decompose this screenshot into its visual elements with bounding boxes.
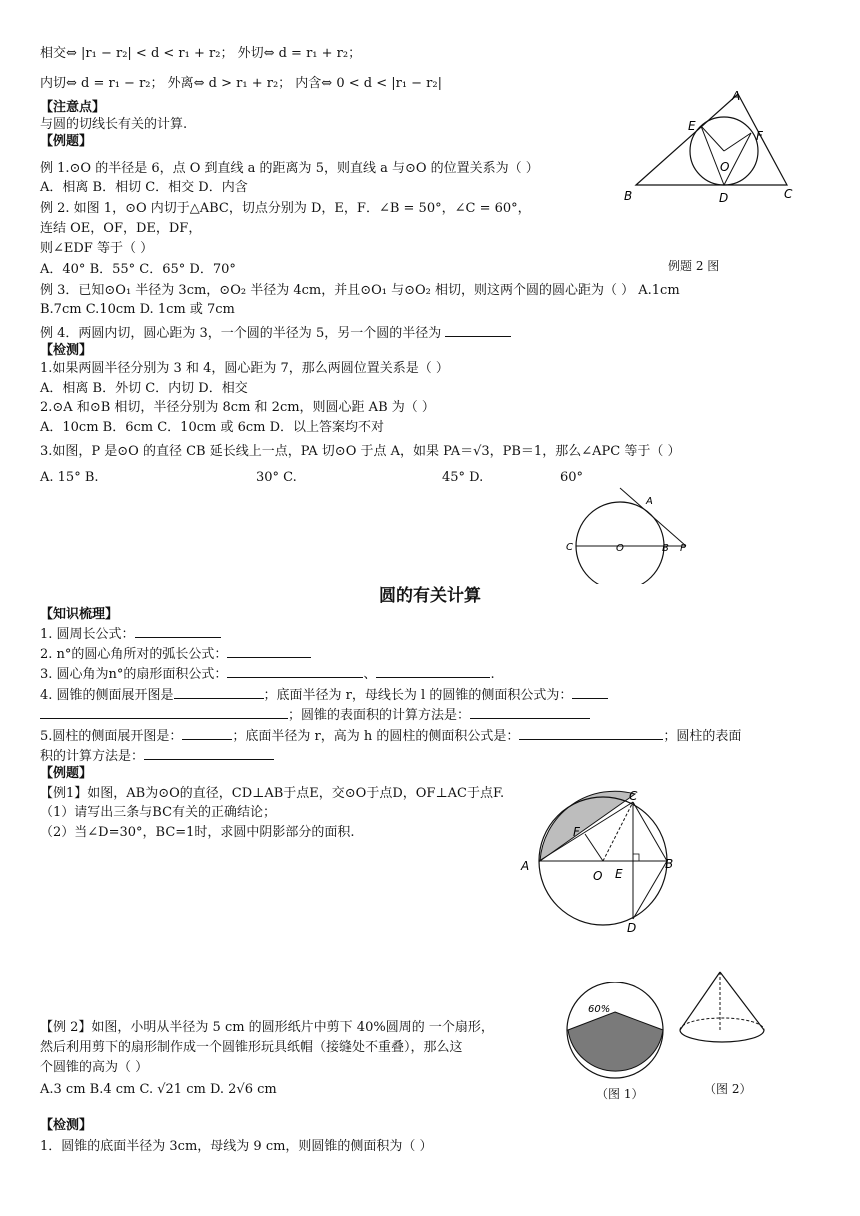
cone-base-back bbox=[680, 1018, 764, 1030]
label-p: P bbox=[680, 543, 687, 554]
page-title: 圆的有关计算 bbox=[379, 586, 481, 606]
label-c: C bbox=[566, 542, 573, 553]
label-b: B bbox=[624, 189, 633, 203]
figure-incircle-triangle bbox=[620, 88, 810, 208]
cone-base-front bbox=[680, 1030, 764, 1042]
label-e: E bbox=[688, 119, 696, 133]
label-d: D bbox=[627, 921, 637, 935]
cone-right-slant bbox=[720, 972, 764, 1030]
example-2-question: 例 2. 如图 1，⊙O 内切于△ABC，切点分别为 D，E，F．∠B = 50°，∠C = 60°， bbox=[40, 201, 531, 216]
label-c: C bbox=[784, 187, 793, 201]
label-b: B bbox=[665, 857, 674, 871]
figure-1-caption: 例题 2 图 bbox=[668, 259, 720, 273]
segment-of bbox=[724, 133, 751, 151]
figure-4-caption: （图 1） bbox=[596, 1087, 644, 1101]
example-1b-question: 【例1】如图，AB为⊙O的直径，CD⊥AB于点E，交⊙O于点D，OF⊥AC于点F. bbox=[40, 786, 505, 801]
test-1-question: 1.如果两圆半径分别为 3 和 4，圆心距为 7，那么两圆位置关系是（ ） bbox=[40, 361, 449, 376]
segment-de bbox=[701, 126, 724, 185]
knowledge-3: 3. 圆心角为n°的扇形面积公式： 、 . bbox=[40, 667, 495, 682]
figure-cone bbox=[676, 970, 768, 1060]
label-a: A bbox=[646, 496, 653, 507]
section-examples-heading-2: 【例题】 bbox=[40, 766, 93, 781]
segment-of bbox=[585, 834, 603, 861]
label-f: F bbox=[573, 825, 580, 839]
example-1b-part-1: （1）请写出三条与BC有关的正确结论； bbox=[40, 805, 277, 820]
label-b: B bbox=[662, 543, 669, 554]
label-d: D bbox=[719, 191, 729, 205]
example-1-options: A．相离 B．相切 C．相交 D．内含 bbox=[40, 180, 248, 195]
cut-sector bbox=[568, 1012, 663, 1071]
label-o: O bbox=[593, 869, 603, 883]
test-2-options: A．10cm B．6cm C．10cm 或 6cm D．以上答案均不对 bbox=[40, 420, 385, 435]
label-o: O bbox=[616, 543, 624, 554]
test-3-option-d: 60° bbox=[560, 470, 584, 485]
example-2-ask: 则∠EDF 等于（ ） bbox=[40, 241, 154, 256]
label-f: F bbox=[756, 129, 763, 143]
cone-left-slant bbox=[680, 972, 720, 1030]
notes-text: 与圆的切线长有关的计算. bbox=[40, 117, 188, 132]
knowledge-2: 2. n°的圆心角所对的弧长公式： bbox=[40, 645, 311, 663]
figure-5-caption: （图 2） bbox=[704, 1082, 752, 1096]
example-2-connect: 连结 OE，OF，DE，DF， bbox=[40, 221, 202, 236]
knowledge-4: 4. 圆锥的侧面展开图是 ；底面半径为 r，母线长为 l 的圆锥的侧面积公式为： bbox=[40, 686, 608, 704]
example-2b-ask: 个圆锥的高为（ ） bbox=[40, 1060, 149, 1075]
label-c: C bbox=[629, 789, 638, 803]
test-1-options: A．相离 B．外切 C．内切 D．相交 bbox=[40, 381, 248, 396]
segment-df bbox=[724, 133, 751, 185]
tangent-pa bbox=[620, 488, 686, 546]
shaded-segment bbox=[540, 791, 635, 861]
label-a: A bbox=[521, 859, 530, 873]
triangle-abc bbox=[636, 94, 787, 185]
figure-circle-sector bbox=[560, 982, 670, 1082]
knowledge-4-cont: ；圆锥的表面积的计算方法是： bbox=[40, 706, 590, 724]
section-knowledge-heading: 【知识梳理】 bbox=[40, 607, 119, 622]
right-angle-mark bbox=[633, 854, 639, 861]
sector-percent-label: 60% bbox=[588, 1004, 611, 1015]
chord-bd bbox=[633, 861, 667, 919]
test-1b-question: 1．圆锥的底面半径为 3cm，母线为 9 cm，则圆锥的侧面积为（ ） bbox=[40, 1139, 433, 1154]
line-internal-tangent-condition: 内切⇔ d = r₁ − r₂； 外离⇔ d > r₁ + r₂； 内含⇔ 0 < d < |r₁ − r₂| bbox=[40, 76, 442, 91]
segment-oe bbox=[701, 126, 724, 151]
example-1-question: 例 1.⊙O 的半径是 6，点 O 到直线 a 的距离为 5，则直线 a 与⊙O 的位置关系为（ ） bbox=[40, 161, 539, 176]
label-o: O bbox=[720, 160, 730, 174]
section-test-heading-2: 【检测】 bbox=[40, 1118, 93, 1133]
example-2b-options: A.3 cm B.4 cm C. √21 cm D. 2√6 cm bbox=[40, 1082, 277, 1097]
test-3-option-c: 45° D. bbox=[442, 470, 484, 485]
label-e: E bbox=[615, 867, 623, 881]
test-3-option-a: A. 15° B. bbox=[40, 470, 99, 485]
section-examples-heading: 【例题】 bbox=[40, 134, 93, 149]
knowledge-1: 1. 圆周长公式： bbox=[40, 625, 221, 643]
example-2b-question-cont: 然后利用剪下的扇形制作成一个圆锥形玩具纸帽（接缝处不重叠），那么这 bbox=[40, 1040, 463, 1055]
example-2b-question: 【例 2】如图，小明从半径为 5 cm 的圆形纸片中剪下 40%圆周的 一个扇形， bbox=[40, 1020, 494, 1035]
example-2-options: A．40° B．55° C．65° D．70° bbox=[40, 262, 236, 277]
example-4-question: 例 4．两圆内切，圆心距为 3，一个圆的半径为 5，另一个圆的半径为 bbox=[40, 324, 511, 342]
chord-bc bbox=[633, 802, 667, 861]
label-a: A bbox=[732, 89, 741, 103]
knowledge-5-cont: 积的计算方法是： bbox=[40, 747, 274, 765]
figure-tangent-pa bbox=[558, 484, 698, 584]
section-notes-heading: 【注意点】 bbox=[40, 100, 106, 115]
example-1b-part-2: （2）当∠D=30°，BC=1时，求圆中阴影部分的面积. bbox=[40, 825, 355, 840]
test-2-question: 2.⊙A 和⊙B 相切，半径分别为 8cm 和 2cm，则圆心距 AB 为（ ） bbox=[40, 400, 435, 415]
knowledge-5: 5.圆柱的侧面展开图是： ；底面半径为 r，高为 h 的圆柱的侧面积公式是： ；圆柱的表面 bbox=[40, 729, 742, 744]
section-test-heading: 【检测】 bbox=[40, 343, 93, 358]
figure-diameter-chord bbox=[515, 786, 685, 936]
example-3-question: 例 3．已知⊙O₁ 半径为 3cm，⊙O₂ 半径为 4cm，并且⊙O₁ 与⊙O₂ 相切，则这两个圆的圆心距为（ ） A.1cm bbox=[40, 283, 680, 298]
example-3-options: B.7cm C.10cm D. 1cm 或 7cm bbox=[40, 302, 235, 317]
line-intersect-condition: 相交⇔ |r₁ − r₂| < d < r₁ + r₂； 外切⇔ d = r₁ + r₂； bbox=[40, 46, 362, 61]
test-3-question: 3.如图，P 是⊙O 的直径 CB 延长线上一点，PA 切⊙O 于点 A，如果 PA＝√3，PB＝1，那么∠APC 等于（ ） bbox=[40, 444, 681, 459]
test-3-option-b: 30° C. bbox=[256, 470, 297, 485]
